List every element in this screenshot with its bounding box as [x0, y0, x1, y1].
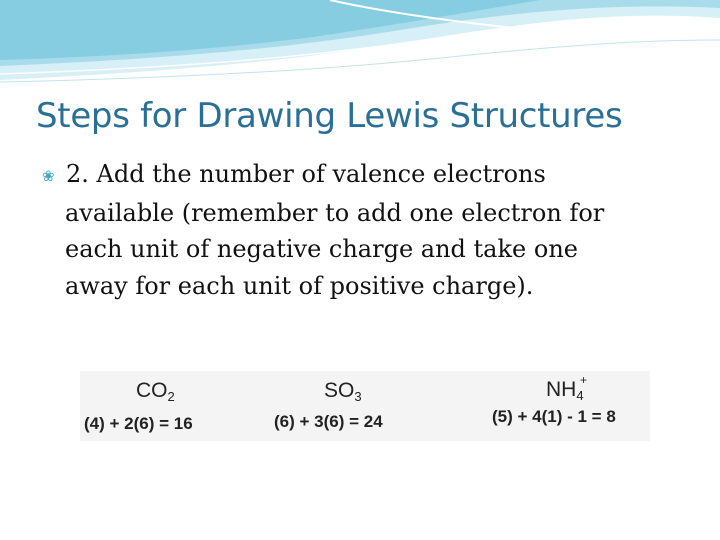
- bullet-paragraph: [42, 156, 682, 304]
- header-wave-decoration: [0, 0, 720, 100]
- bullet-line-3: each unit of negative charge and take one: [65, 235, 578, 263]
- bullet-line-1: 2. Add the number of valence electrons: [66, 160, 546, 188]
- slide-title: Steps for Drawing Lewis Structures: [36, 96, 623, 136]
- formula-so3: $SO_3$: [324, 379, 362, 404]
- equation-nh4: (5) + 4(1) - 1 = 8: [492, 407, 616, 426]
- formula-co2: $CO_2$: [136, 379, 175, 404]
- equation-so3: (6) + 3(6) = 24: [274, 412, 383, 431]
- charge-nh4: +: [580, 373, 588, 387]
- equation-co2: (4) + 2(6) = 16: [84, 414, 193, 433]
- curl-bullet-icon: ❀: [42, 167, 55, 185]
- bullet-line-4: away for each unit of positive charge).: [65, 271, 534, 300]
- formula-nh4: $NH_4$ +: [546, 373, 588, 403]
- examples-image: [80, 371, 650, 441]
- bullet-line-2: available (remember to add one electron for: [65, 198, 605, 227]
